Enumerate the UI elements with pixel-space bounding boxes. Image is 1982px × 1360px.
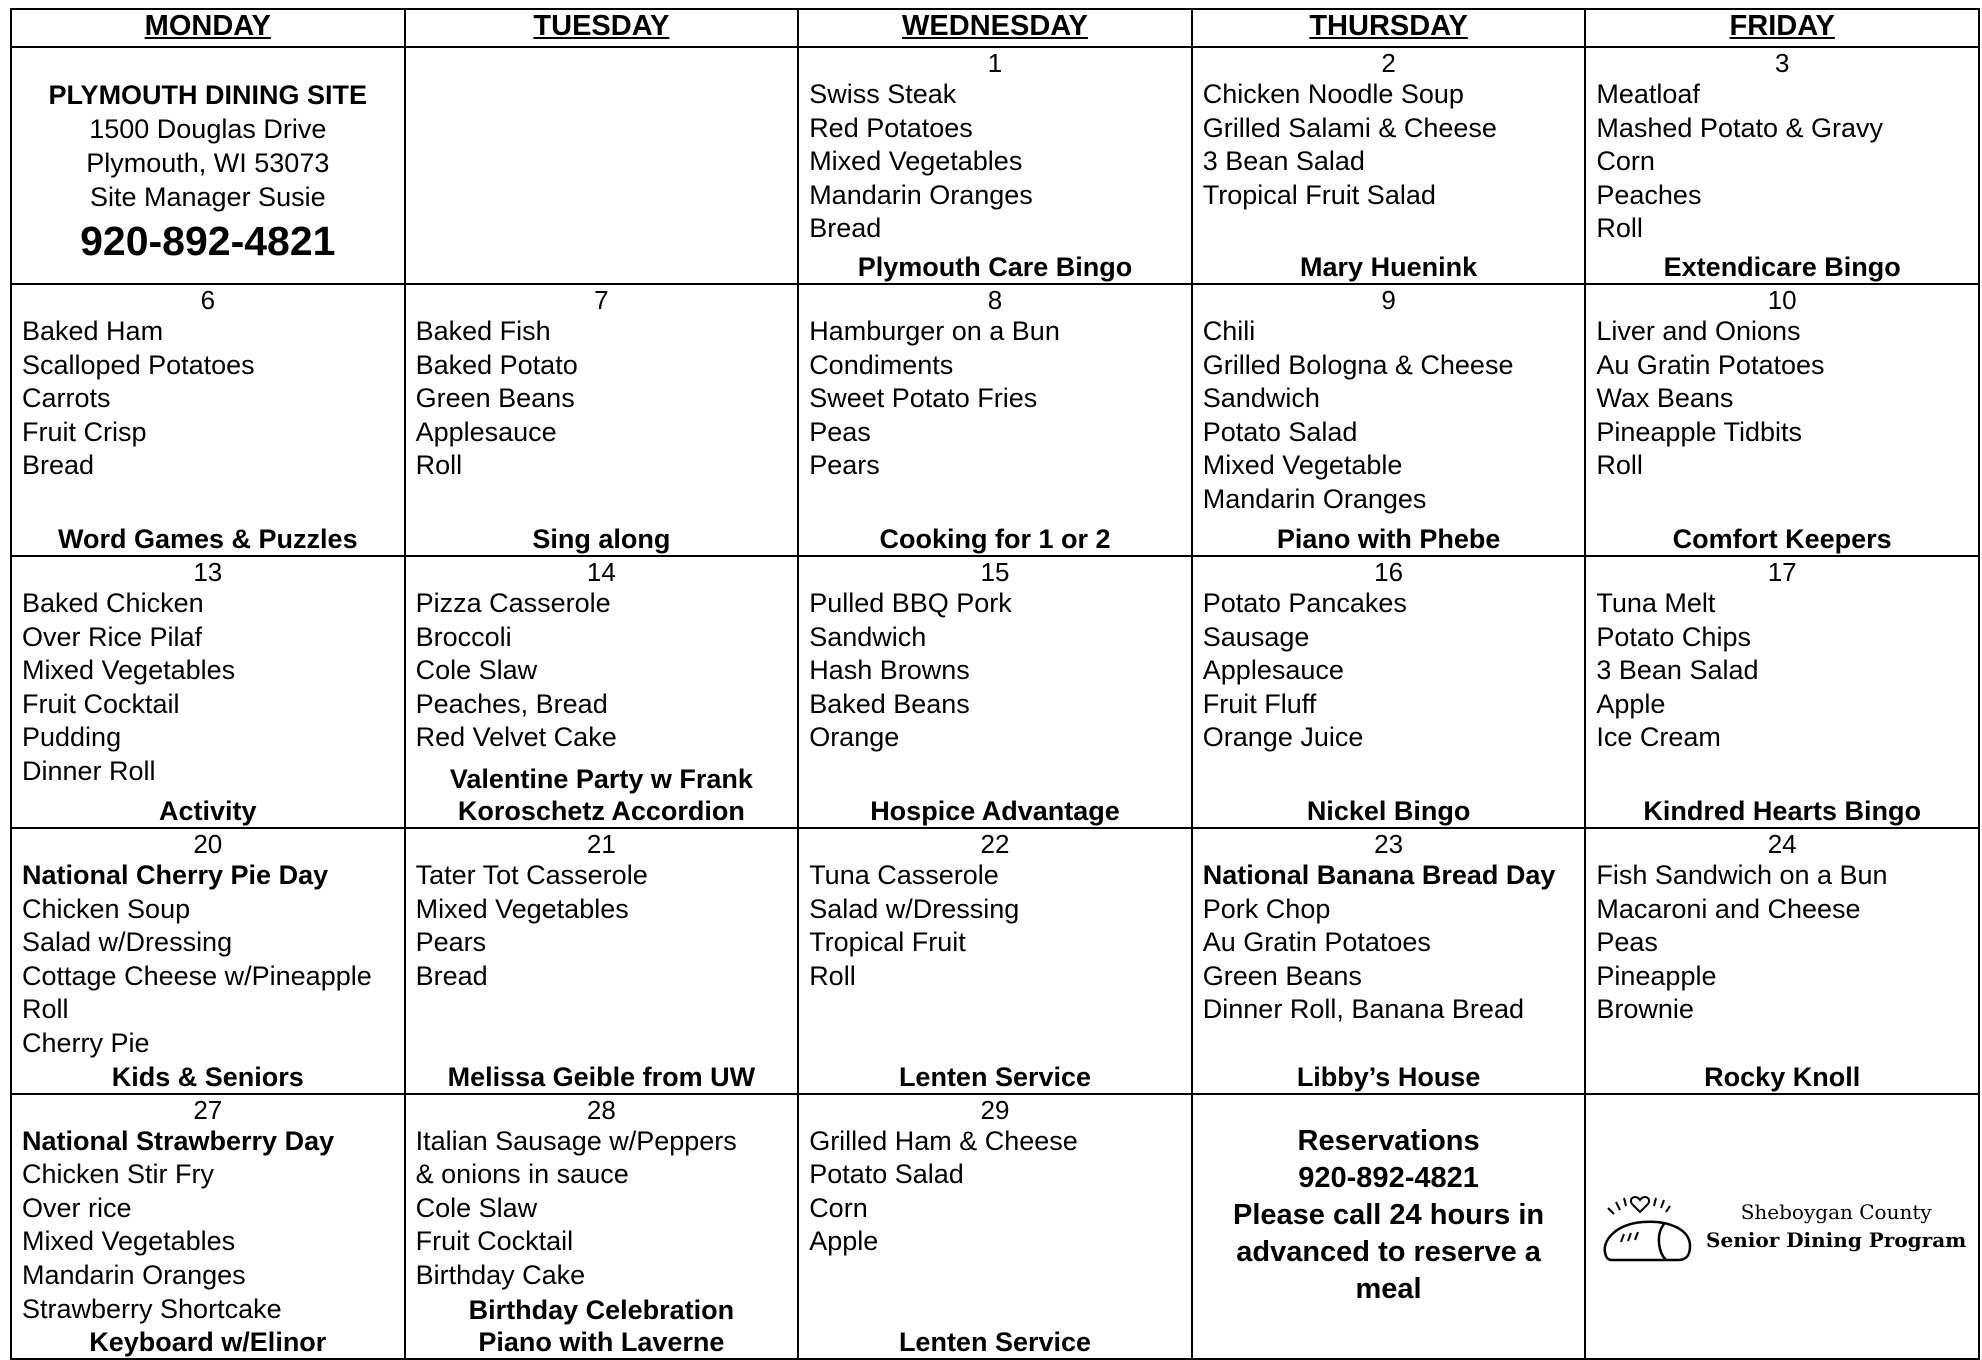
activity-label: Rocky Knoll — [1704, 1061, 1861, 1092]
day-cell-thursday — [1192, 828, 1586, 1094]
menu-item: Green Beans — [1202, 960, 1362, 991]
date-number: 23 — [1374, 829, 1404, 859]
menu-item: Orange — [809, 722, 900, 753]
menu-items — [1596, 859, 1968, 1061]
menu-items — [809, 1125, 1181, 1327]
day-cell-monday — [11, 556, 405, 828]
menu-item: Fruit Cocktail — [22, 688, 180, 719]
menu-item: Bread — [415, 960, 488, 991]
week-row — [11, 556, 1979, 828]
date-number: 10 — [1767, 285, 1797, 315]
day-content — [1586, 829, 1978, 1093]
menu-item: Cottage Cheese w/Pineapple — [22, 960, 372, 991]
day-cell-tuesday — [405, 828, 799, 1094]
menu-item: Tropical Fruit — [809, 927, 966, 958]
menu-item: Potato Salad — [809, 1159, 964, 1190]
menu-items — [416, 859, 788, 1061]
menu-items — [1203, 859, 1575, 1061]
site-phone: 920-892-4821 — [80, 218, 336, 264]
menu-item: Peaches — [1596, 179, 1702, 210]
day-cell-wednesday — [798, 47, 1192, 284]
menu-items — [809, 315, 1181, 523]
day-cell-wednesday — [798, 284, 1192, 556]
menu-item: Grilled Bologna & Cheese — [1202, 349, 1514, 380]
menu-item: Birthday Cake — [415, 1259, 586, 1290]
reservations-line: advanced to reserve a — [1236, 1235, 1541, 1268]
menu-items — [22, 1125, 394, 1327]
menu-item: Hamburger on a Bun — [809, 316, 1060, 346]
date-number: 3 — [1774, 48, 1790, 78]
activity-label: Piano with Phebe — [1276, 524, 1501, 554]
day-content — [406, 285, 798, 555]
menu-item: Strawberry Shortcake — [22, 1293, 282, 1324]
activity-label: Piano with Laverne — [478, 1327, 725, 1358]
menu-item: Chili — [1202, 316, 1256, 346]
menu-item: Pizza Casserole — [415, 588, 611, 618]
date-number: 17 — [1767, 557, 1797, 587]
day-cell-wednesday — [798, 828, 1192, 1094]
day-content — [1193, 48, 1585, 283]
activity-label: Plymouth Care Bingo — [857, 252, 1133, 282]
day-content — [12, 1095, 404, 1359]
day-content — [799, 557, 1191, 827]
date-number: 16 — [1374, 557, 1404, 587]
menu-item: Fruit Crisp — [22, 416, 147, 447]
menu-item: Ice Cream — [1596, 722, 1721, 753]
menu-item: Tater Tot Casserole — [415, 860, 648, 890]
menu-item: Red Potatoes — [809, 112, 973, 143]
day-content — [799, 285, 1191, 555]
date-number: 28 — [586, 1094, 616, 1125]
special-day-heading: National Banana Bread Day — [1202, 860, 1556, 890]
menu-item: Roll — [22, 994, 69, 1025]
activity-label: Mary Huenink — [1300, 252, 1478, 282]
site-name: PLYMOUTH DINING SITE — [48, 80, 368, 110]
activity-label: Nickel Bingo — [1306, 796, 1471, 826]
week-row — [11, 1094, 1979, 1360]
day-cell-thursday — [1192, 47, 1586, 284]
menu-item: Mixed Vegetables — [22, 1226, 236, 1257]
day-content — [12, 285, 404, 555]
day-cell-friday — [1585, 47, 1979, 284]
bread-loaf-icon — [1598, 1186, 1698, 1266]
menu-item: Roll — [1596, 213, 1643, 244]
day-cell-monday — [11, 47, 405, 284]
menu-item: Green Beans — [415, 383, 575, 414]
menu-item: Dinner Roll — [22, 755, 156, 786]
day-content — [406, 557, 798, 827]
logo-line2: Senior Dining Program — [1706, 1228, 1967, 1253]
day-header-thursday: THURSDAY — [1192, 9, 1586, 47]
menu-items — [809, 587, 1181, 795]
menu-item: Fruit Cocktail — [415, 1226, 574, 1257]
menu-item: Chicken Stir Fry — [22, 1159, 215, 1190]
day-header-wednesday: WEDNESDAY — [798, 9, 1192, 47]
menu-item: Peas — [1596, 927, 1658, 958]
date-number: 13 — [193, 557, 223, 587]
menu-item: Over rice — [22, 1192, 132, 1223]
date-number: 29 — [980, 1094, 1010, 1125]
menu-item: Corn — [1596, 146, 1655, 177]
menu-item: Roll — [1596, 450, 1643, 481]
day-content — [1193, 829, 1585, 1093]
menu-item: Red Velvet Cake — [415, 722, 617, 753]
activity-label: Cooking for 1 or 2 — [879, 524, 1111, 554]
weekday-header-row — [11, 9, 1979, 47]
activity-label: Sing along — [532, 524, 671, 554]
day-content — [1586, 557, 1978, 827]
activity-label: Activity — [159, 796, 257, 826]
date-number: 24 — [1767, 829, 1797, 859]
menu-item: Potato Pancakes — [1202, 588, 1407, 618]
menu-item: Pears — [809, 450, 880, 481]
activity-label: Keyboard w/Elinor — [89, 1327, 327, 1358]
menu-item: Dinner Roll, Banana Bread — [1202, 994, 1524, 1025]
activity-label: Libby’s House — [1296, 1061, 1481, 1092]
menu-item: Mandarin Oranges — [809, 179, 1033, 210]
day-cell-tuesday — [405, 284, 799, 556]
day-cell-friday — [1585, 284, 1979, 556]
day-cell-wednesday — [798, 556, 1192, 828]
menu-item: Bread — [809, 213, 882, 244]
day-header-tuesday: TUESDAY — [405, 9, 799, 47]
menu-item: Tropical Fruit Salad — [1202, 179, 1436, 210]
site-address-line2: Plymouth, WI 53073 — [86, 148, 330, 178]
day-cell-monday — [11, 828, 405, 1094]
menu-item: Peas — [809, 416, 871, 447]
day-content — [12, 557, 404, 827]
day-content — [1193, 557, 1585, 827]
menu-item: Meatloaf — [1596, 79, 1700, 109]
menu-item: Fish Sandwich on a Bun — [1596, 860, 1888, 890]
special-day-heading: National Cherry Pie Day — [22, 860, 329, 890]
day-content — [799, 48, 1191, 283]
day-content — [799, 829, 1191, 1093]
site-manager: Site Manager Susie — [89, 182, 326, 212]
menu-item: Sweet Potato Fries — [809, 383, 1038, 414]
day-content — [406, 1095, 798, 1359]
day-content — [12, 829, 404, 1093]
menu-item: Liver and Onions — [1596, 316, 1801, 346]
menu-item: Brownie — [1596, 994, 1694, 1025]
day-content — [799, 1095, 1191, 1359]
activity-label: Kids & Seniors — [111, 1061, 304, 1092]
menu-item: Pulled BBQ Pork — [809, 588, 1012, 618]
activity-label: Birthday Celebration — [468, 1295, 735, 1326]
menu-item: Italian Sausage w/Peppers — [415, 1125, 737, 1156]
menu-item: Salad w/Dressing — [22, 927, 233, 958]
date-number: 15 — [980, 557, 1010, 587]
day-cell-tuesday — [405, 556, 799, 828]
menu-item: Mixed Vegetables — [809, 146, 1023, 177]
menu-items — [1596, 587, 1968, 795]
menu-items — [416, 315, 788, 523]
date-number: 27 — [193, 1094, 223, 1125]
menu-item: Pudding — [22, 722, 122, 753]
menu-items — [1203, 587, 1575, 795]
menu-item: Sausage — [1202, 621, 1310, 652]
reservations-line: Please call 24 hours in — [1233, 1198, 1545, 1231]
menu-items — [416, 587, 788, 763]
menu-item: Hash Browns — [809, 655, 970, 686]
day-content — [1586, 285, 1978, 555]
senior-dining-logo — [1586, 1095, 1978, 1359]
menu-item: Condiments — [809, 349, 954, 380]
date-number: 7 — [594, 285, 609, 315]
menu-item: Baked Chicken — [22, 588, 204, 618]
menu-item: Apple — [809, 1226, 879, 1257]
menu-item: Mandarin Oranges — [1202, 483, 1427, 514]
activity-label: Lenten Service — [898, 1327, 1092, 1358]
day-content — [1193, 285, 1585, 555]
day-cell-monday — [11, 1094, 405, 1360]
date-number: 9 — [1381, 285, 1396, 315]
activity-label: Koroschetz Accordion — [457, 796, 745, 826]
empty-cell — [405, 47, 799, 284]
date-number: 14 — [586, 557, 616, 587]
menu-items — [809, 859, 1181, 1061]
week-row — [11, 284, 1979, 556]
menu-item: Fruit Fluff — [1202, 688, 1317, 719]
menu-items — [1596, 315, 1968, 523]
site-address-line1: 1500 Douglas Drive — [89, 114, 327, 144]
menu-item: Chicken Soup — [22, 893, 191, 924]
menu-calendar — [10, 8, 1980, 1360]
menu-item: Sandwich — [809, 621, 927, 652]
date-number: 6 — [200, 285, 216, 315]
menu-item: Salad w/Dressing — [809, 893, 1020, 924]
menu-item: Scalloped Potatoes — [22, 349, 255, 380]
menu-item: Cole Slaw — [415, 655, 538, 686]
menu-item: Potato Chips — [1596, 621, 1751, 652]
reservations-line: 920-892-4821 — [1298, 1161, 1479, 1194]
menu-item: Pineapple Tidbits — [1596, 416, 1803, 447]
date-number: 20 — [193, 829, 223, 859]
day-header-monday: MONDAY — [11, 9, 405, 47]
menu-item: Cherry Pie — [22, 1027, 150, 1058]
site-info — [12, 48, 404, 268]
menu-item: Apple — [1596, 688, 1666, 719]
menu-item: Baked Ham — [22, 316, 164, 346]
menu-items — [22, 587, 394, 795]
menu-item: Mixed Vegetables — [22, 655, 236, 686]
day-cell-monday — [11, 284, 405, 556]
menu-items — [809, 78, 1181, 251]
menu-item: Bread — [22, 450, 95, 481]
menu-item: Au Gratin Potatoes — [1202, 927, 1431, 958]
menu-item: & onions in sauce — [415, 1159, 629, 1190]
day-header-friday: FRIDAY — [1585, 9, 1979, 47]
date-number: 1 — [987, 48, 1003, 78]
activity-label: Comfort Keepers — [1672, 524, 1892, 554]
date-number: 8 — [987, 285, 1003, 315]
menu-item: 3 Bean Salad — [1202, 146, 1365, 177]
day-cell-thursday — [1192, 284, 1586, 556]
menu-item: Sandwich — [1202, 383, 1320, 414]
activity-label: Lenten Service — [898, 1061, 1092, 1092]
activity-label: Extendicare Bingo — [1663, 252, 1901, 282]
date-number: 22 — [980, 829, 1010, 859]
menu-item: Mandarin Oranges — [22, 1259, 246, 1290]
week-row — [11, 47, 1979, 284]
menu-item: Au Gratin Potatoes — [1596, 349, 1825, 380]
menu-items — [416, 1125, 788, 1295]
day-cell-tuesday — [405, 1094, 799, 1360]
menu-item: Potato Salad — [1202, 416, 1358, 447]
menu-item: Applesauce — [1202, 655, 1344, 686]
menu-item: Pears — [415, 927, 487, 958]
menu-item: Pork Chop — [1202, 893, 1331, 924]
menu-item: Mashed Potato & Gravy — [1596, 112, 1884, 143]
reservations-info — [1193, 1095, 1585, 1308]
day-content — [406, 829, 798, 1093]
activity-label: Melissa Geible from UW — [447, 1061, 756, 1092]
activity-label: Kindred Hearts Bingo — [1643, 796, 1921, 826]
reservations-line: meal — [1355, 1272, 1422, 1305]
menu-item: Broccoli — [415, 621, 512, 652]
day-cell-friday — [1585, 1094, 1979, 1360]
day-cell-thursday — [1192, 1094, 1586, 1360]
logo-text — [1706, 1198, 1966, 1254]
menu-item: Tuna Melt — [1596, 588, 1716, 618]
menu-item: Baked Potato — [415, 349, 578, 380]
menu-item: Carrots — [22, 383, 111, 414]
menu-item: Mixed Vegetable — [1202, 450, 1403, 481]
menu-item: Tuna Casserole — [809, 860, 999, 890]
menu-items — [1596, 78, 1968, 251]
menu-item: Chicken Noodle Soup — [1202, 79, 1464, 109]
menu-item: Wax Beans — [1596, 383, 1734, 414]
day-cell-friday — [1585, 556, 1979, 828]
menu-item: Peaches, Bread — [415, 688, 608, 719]
menu-item: Applesauce — [415, 416, 557, 447]
date-number: 21 — [586, 829, 616, 859]
logo-line1: Sheboygan County — [1740, 1200, 1932, 1225]
day-cell-thursday — [1192, 556, 1586, 828]
menu-item: Macaroni and Cheese — [1596, 893, 1861, 924]
reservations-line: Reservations — [1297, 1124, 1480, 1157]
activity-label: Word Games & Puzzles — [58, 524, 358, 554]
menu-item: Roll — [809, 960, 856, 991]
special-day-heading: National Strawberry Day — [22, 1125, 335, 1156]
menu-items — [1203, 78, 1575, 251]
day-cell-wednesday — [798, 1094, 1192, 1360]
menu-item: Grilled Ham & Cheese — [809, 1125, 1078, 1156]
menu-item: Orange Juice — [1202, 722, 1364, 753]
menu-item: Grilled Salami & Cheese — [1202, 112, 1497, 143]
menu-item: Mixed Vegetables — [415, 893, 629, 924]
menu-item: Corn — [809, 1192, 868, 1223]
day-cell-friday — [1585, 828, 1979, 1094]
menu-items — [22, 315, 394, 523]
menu-item: Swiss Steak — [809, 79, 957, 109]
menu-item: Over Rice Pilaf — [22, 621, 203, 652]
menu-item: Pineapple — [1596, 960, 1717, 991]
menu-items — [22, 859, 394, 1061]
menu-items — [1203, 315, 1575, 523]
menu-item: Cole Slaw — [415, 1192, 538, 1223]
menu-item: Baked Beans — [809, 688, 970, 719]
menu-item: 3 Bean Salad — [1596, 655, 1759, 686]
activity-label: Valentine Party w Frank — [449, 764, 753, 794]
activity-label: Hospice Advantage — [870, 796, 1120, 826]
week-row — [11, 828, 1979, 1094]
menu-item: Baked Fish — [415, 316, 551, 346]
date-number: 2 — [1381, 48, 1396, 78]
menu-item: Roll — [415, 450, 463, 481]
day-content — [1586, 48, 1978, 283]
